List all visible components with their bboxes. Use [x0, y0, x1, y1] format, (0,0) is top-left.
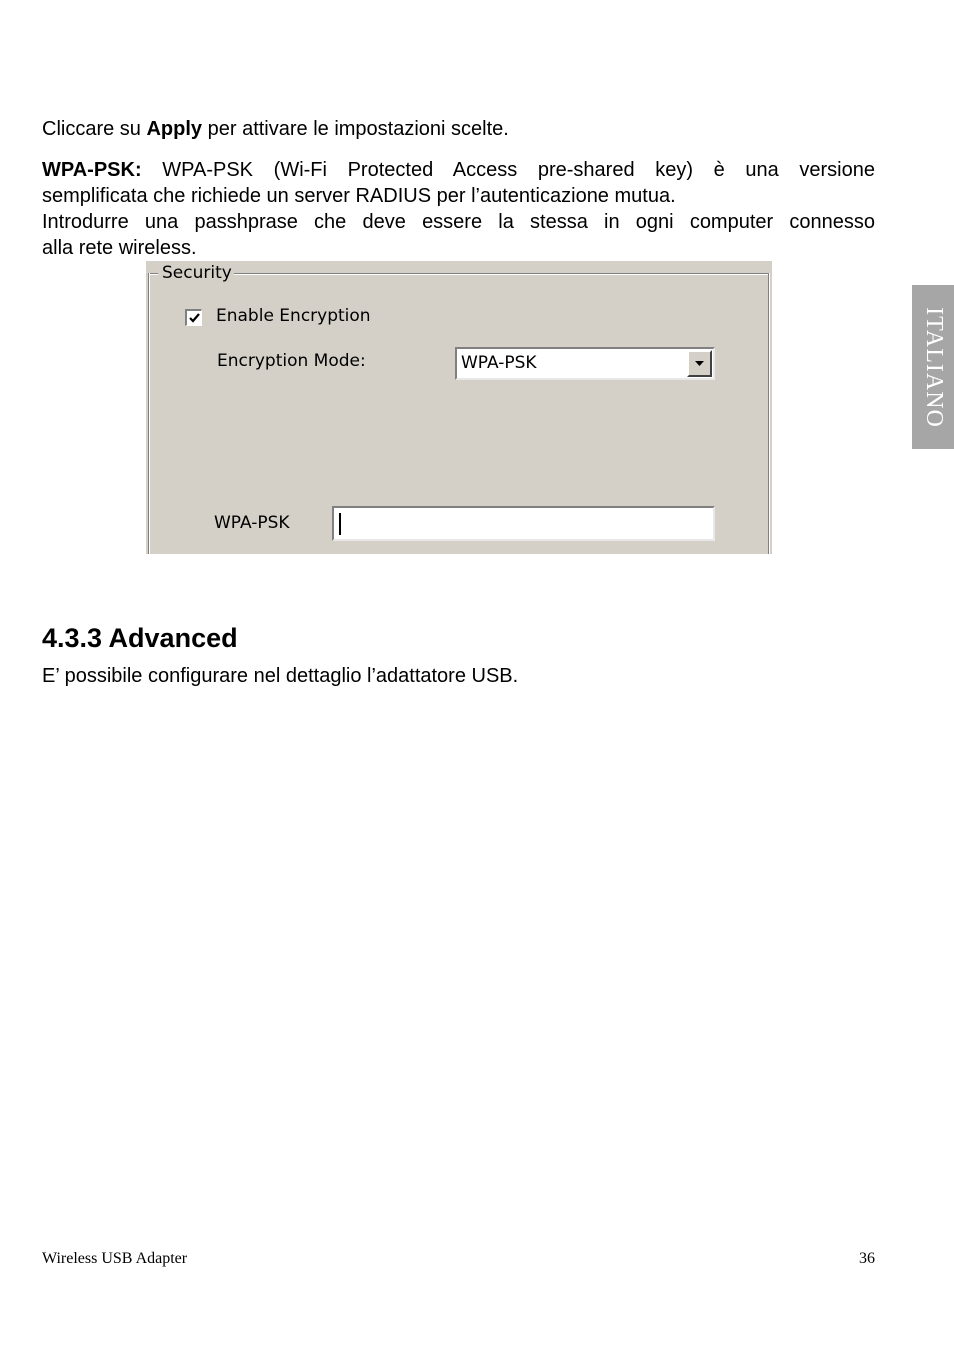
group-border-left — [148, 273, 150, 554]
wpa-psk-label: WPA-PSK — [214, 513, 290, 533]
language-side-tab — [912, 285, 954, 449]
wpa-psk-line-1 — [42, 157, 875, 183]
wpa-psk-line-1-text: WPA-PSK (Wi-Fi Protected Access pre-shared key) è una versione — [141, 159, 875, 181]
footer-product-name: Wireless USB Adapter — [42, 1250, 188, 1267]
section-body: E’ possibile configurare nel dettaglio l’adattatore USB. — [42, 665, 519, 687]
apply-instruction-suffix: per attivare le impostazioni scelte. — [202, 118, 509, 140]
chevron-down-icon — [695, 361, 704, 366]
apply-instruction-prefix: Cliccare su — [42, 118, 147, 140]
checkmark-icon — [189, 313, 200, 323]
group-border-right — [768, 273, 770, 554]
footer-page-number: 36 — [859, 1250, 875, 1267]
wpa-psk-line-2: semplificata che richiede un server RADIUS per l’autenticazione mutua. — [42, 185, 676, 207]
wpa-psk-term: WPA-PSK: — [42, 159, 142, 181]
apply-keyword: Apply — [146, 118, 203, 140]
text-caret — [339, 513, 341, 535]
wpa-psk-line-4: alla rete wireless. — [42, 237, 197, 259]
section-heading: 4.3.3 Advanced — [42, 623, 238, 653]
enable-encryption-checkbox[interactable] — [185, 309, 202, 326]
apply-instruction — [42, 116, 875, 142]
encryption-mode-select[interactable] — [455, 347, 715, 380]
security-group-title: Security — [162, 263, 232, 283]
wpa-psk-line-3: Introdurre una passhprase che deve essere la stessa in ogni computer connesso — [42, 211, 875, 233]
group-border-top-right — [230, 273, 770, 275]
wpa-psk-passphrase-input[interactable] — [332, 506, 715, 541]
dropdown-button[interactable] — [687, 350, 712, 377]
encryption-mode-value: WPA-PSK — [461, 353, 537, 373]
enable-encryption-label[interactable]: Enable Encryption — [216, 306, 371, 326]
security-settings-screenshot — [146, 261, 772, 554]
language-label: ITALIANO — [920, 306, 947, 428]
encryption-mode-label: Encryption Mode: — [217, 351, 366, 371]
